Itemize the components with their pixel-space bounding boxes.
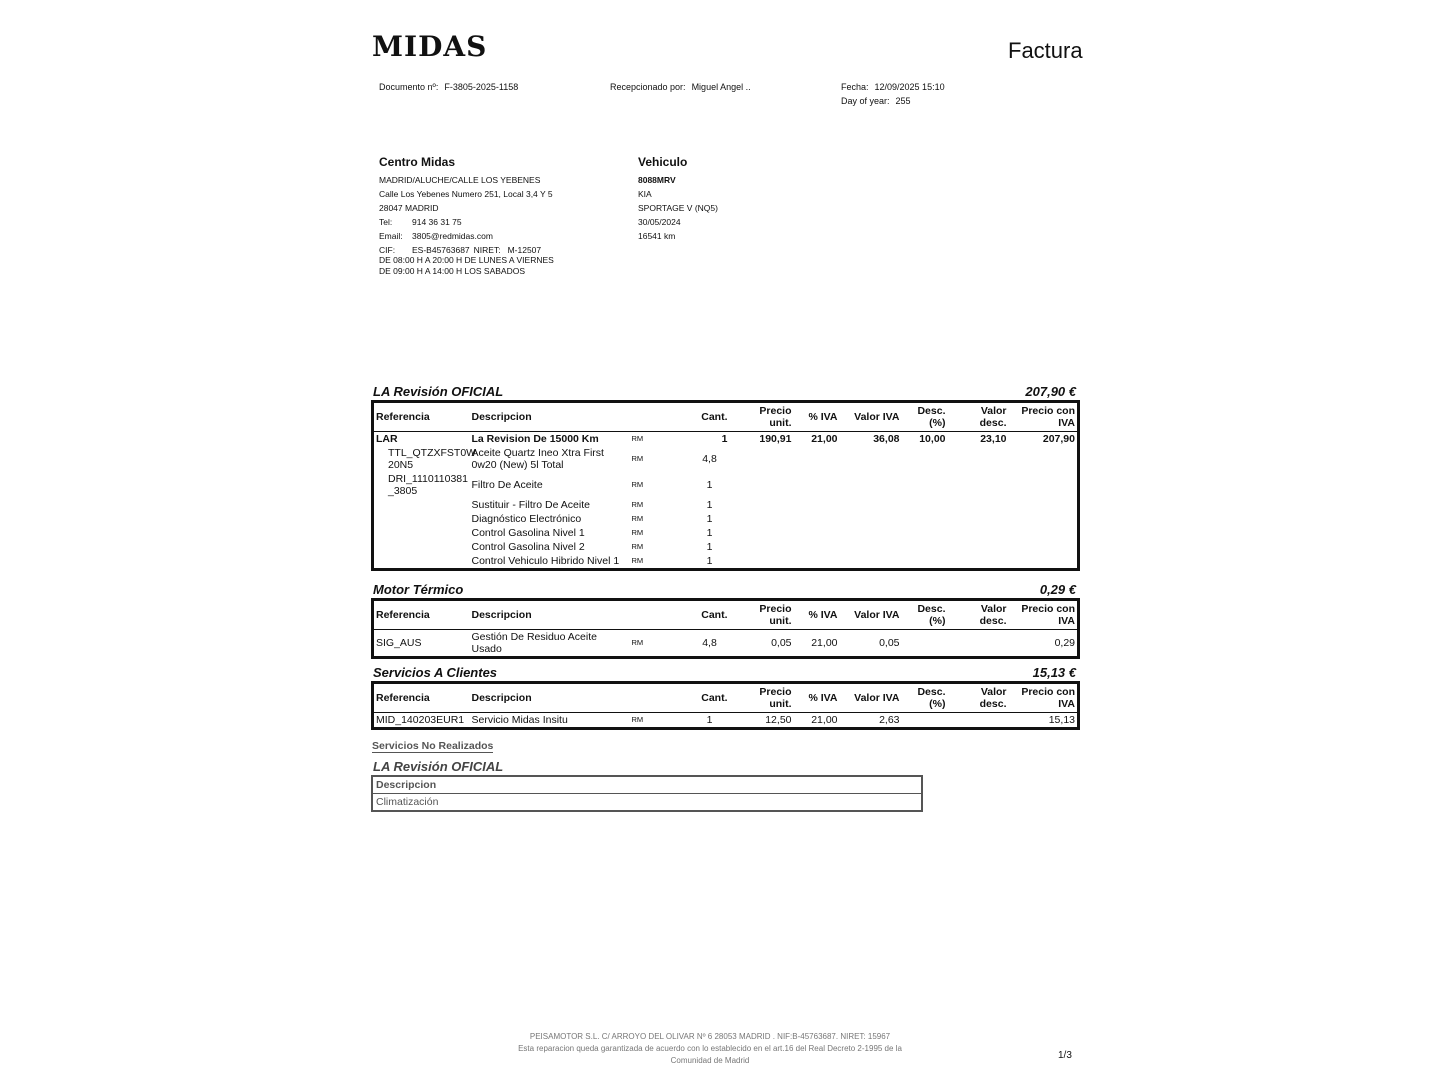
col-cant: Cant.: [690, 402, 730, 432]
invoice-date: [841, 82, 945, 92]
table-row: Control Vehiculo Hibrido Nivel 1 RM 1: [471, 555, 713, 567]
vehicle-model: SPORTAGE V (NQ5): [638, 203, 718, 213]
pending-section-title: LA Revisión OFICIAL: [373, 759, 504, 774]
invoice-date-label: Fecha:: [841, 82, 869, 92]
col-precio-unit: Precio unit.: [730, 402, 794, 432]
footer-region: Comunidad de Madrid: [670, 1056, 750, 1065]
centro-title: Centro Midas: [379, 155, 456, 169]
table-row: MID_140203EUR1 Servicio Midas Insitu RM 1 12,50 21,00 2,63 15,13: [376, 714, 1075, 726]
day-of-year: [841, 96, 911, 106]
invoice-date-value: 12/09/2025 15:10: [874, 82, 945, 92]
document-number-value: F-3805-2025-1158: [444, 82, 519, 92]
vehicle-brand: KIA: [638, 189, 652, 199]
section-servicios-title: Servicios A Clientes: [373, 665, 498, 680]
centro-phone: [379, 215, 553, 229]
cif-value: ES-B45763687: [412, 245, 470, 255]
niret-value: M-12507: [507, 245, 542, 255]
footer-warranty: Esta reparacion queda garantizada de acuerdo con lo establecido en el art.16 del Real Decreto 2-1995 de la: [518, 1044, 902, 1053]
footer-legal: [490, 1031, 930, 1067]
received-by-value: Miguel Angel ..: [691, 82, 751, 92]
centro-address: Calle Los Yebenes Numero 251, Local 3,4 Y 5: [379, 189, 553, 199]
niret-label: NIRET:: [473, 245, 501, 255]
email-value: 3805@redmidas.com: [412, 231, 493, 241]
document-number-label: Documento nº:: [379, 82, 439, 92]
col-valor-desc: Valor desc.: [948, 402, 1009, 432]
col-precio-con-iva: Precio con IVA: [1009, 402, 1079, 432]
received-by: [610, 82, 751, 92]
col-referencia: Referencia: [373, 402, 470, 432]
received-by-label: Recepcionado por:: [610, 82, 686, 92]
phone-label: Tel:: [379, 217, 393, 227]
section-revision-title: LA Revisión OFICIAL: [373, 384, 504, 399]
phone-value: 914 36 31 75: [412, 217, 462, 227]
day-of-year-label: Day of year:: [841, 96, 890, 106]
col-descripcion: Descripcion: [372, 776, 922, 794]
section-motor-total: 0,29 €: [1039, 582, 1076, 597]
document-type-title: Factura: [1008, 38, 1083, 63]
table-row: Control Gasolina Nivel 2 RM 1: [471, 541, 713, 553]
table-row: TTL_QTZXFST0W 20N5 Aceite Quartz Ineo Xtra First 0w20 (New) 5l Total RM 4,8: [388, 447, 717, 471]
table-row: LAR La Revision De 15000 Km RM 1 190,91 21,00 36,08 10,00 23,10 207,90: [376, 433, 1075, 445]
col-descripcion: Descripcion: [470, 402, 630, 432]
email-label: Email:: [379, 231, 403, 241]
page-number: 1/3: [1058, 1050, 1072, 1061]
cif-label: CIF:: [379, 245, 396, 255]
table-header-row: [373, 402, 1079, 432]
col-iva: % IVA: [794, 402, 840, 432]
motor-items-table: [371, 598, 1080, 659]
hours-saturday: DE 09:00 H A 14:00 H LOS SABADOS: [379, 266, 525, 276]
table-row: DRI_1110110381 _3805 Filtro De Aceite RM 1: [388, 473, 713, 497]
footer-company: PEISAMOTOR S.L. C/ ARROYO DEL OLIVAR Nº 6 28053 MADRID . NIF:B-45763687. NIRET: 15967: [529, 1032, 891, 1041]
centro-info: [379, 173, 553, 257]
table-header-row: Referencia Descripcion Cant. Precio unit. % IVA Valor IVA Desc. (%) Valor desc. Precio con IVA: [373, 683, 1079, 713]
vehicle-mileage: 16541 km: [638, 231, 676, 241]
pending-services-table: [371, 775, 923, 812]
services-not-performed-label: Servicios No Realizados: [372, 740, 494, 752]
table-header-row: [372, 776, 922, 794]
centro-location: MADRID/ALUCHE/CALLE LOS YEBENES: [379, 175, 541, 185]
day-of-year-value: 255: [895, 96, 911, 106]
servicios-items-table: [371, 681, 1080, 730]
vehicle-info: [638, 173, 718, 243]
table-row: SIG_AUS Gestión De Residuo Aceite Usado RM 4,8 0,05 21,00 0,05 0,29: [376, 631, 1075, 655]
section-revision-total: 207,90 €: [1025, 384, 1076, 399]
table-row: Climatización: [376, 796, 439, 808]
table-header-row: Referencia Descripcion Cant. Precio unit. % IVA Valor IVA Desc. (%) Valor desc. Precio con IVA: [373, 600, 1079, 630]
section-motor-title: Motor Térmico: [373, 582, 464, 597]
table-row: Diagnóstico Electrónico RM 1: [471, 513, 713, 525]
centro-postal: 28047 MADRID: [379, 203, 439, 213]
vehicle-title: Vehiculo: [638, 155, 688, 169]
revision-items-table: [371, 400, 1080, 571]
midas-logo: MIDAS: [372, 30, 488, 63]
section-servicios-total: 15,13 €: [1032, 665, 1076, 680]
vehicle-registration-date: 30/05/2024: [638, 217, 681, 227]
vehicle-plate: 8088MRV: [638, 175, 676, 185]
col-desc-pct: Desc. (%): [902, 402, 948, 432]
centro-email: [379, 229, 553, 243]
document-number: [379, 82, 518, 92]
col-valor-iva: Valor IVA: [840, 402, 902, 432]
hours-weekdays: DE 08:00 H A 20:00 H DE LUNES A VIERNES: [379, 255, 554, 265]
table-row: Control Gasolina Nivel 1 RM 1: [471, 527, 713, 539]
table-row: Sustituir - Filtro De Aceite RM 1: [471, 499, 713, 511]
opening-hours: [379, 255, 554, 277]
